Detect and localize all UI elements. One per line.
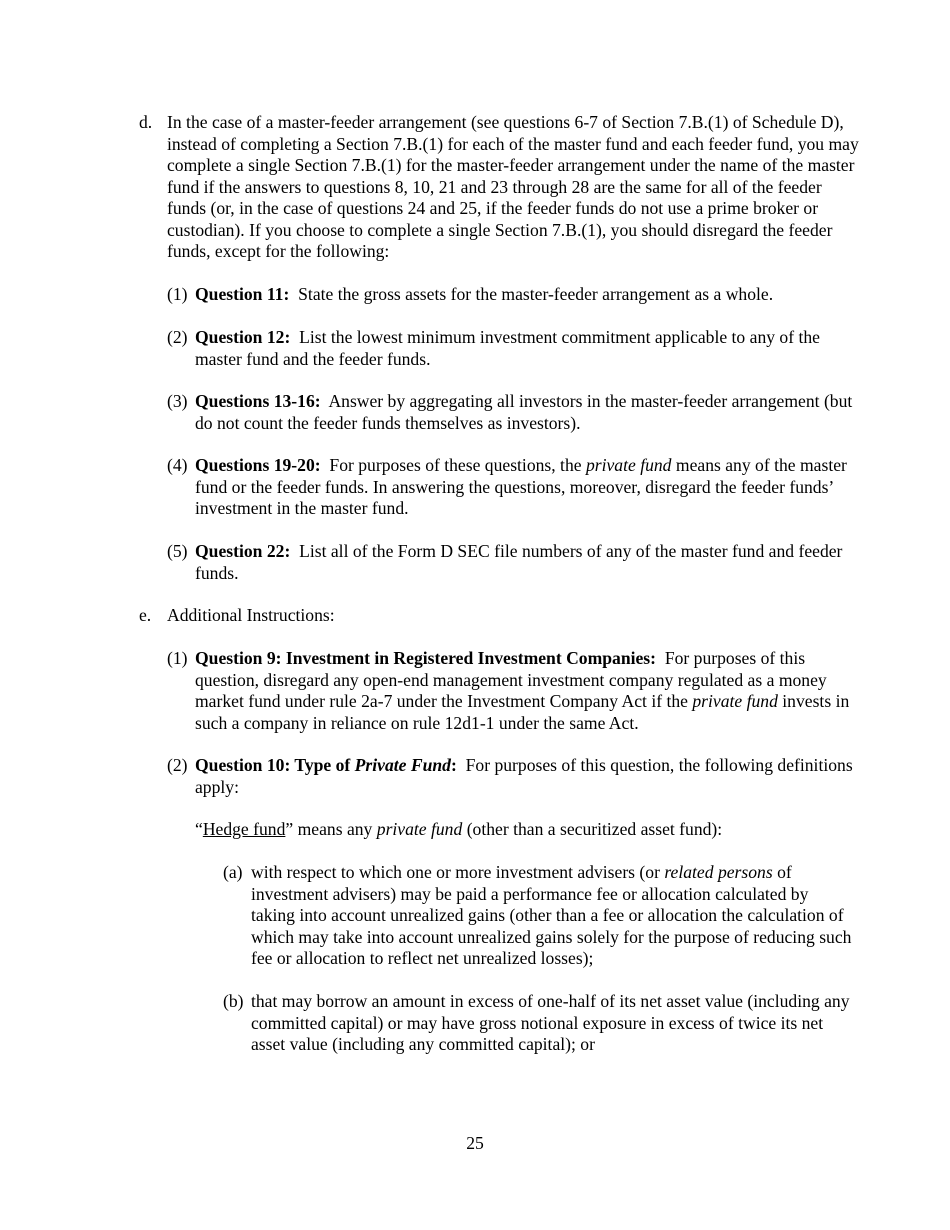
item-d-5-label: (5) — [167, 541, 188, 561]
item-e-1-heading: Question 9: Investment in Registered Investment Companies: — [195, 648, 657, 668]
item-sub-a — [223, 862, 853, 970]
item-d-1-label: (1) — [167, 284, 188, 304]
item-sub-b — [223, 991, 853, 1056]
item-d-5-heading: Question 22: — [195, 541, 291, 561]
item-d-4-body-b: means any of the master fund or the feeder funds. In answering the questions, moreover, disregard the feeder funds’ investment in the master fund. — [195, 455, 847, 518]
item-d-3-body: Answer by aggregating all investors in the master-feeder arrangement (but do not count the feeder funds themselves as investors). — [195, 391, 853, 433]
page-number: 25 — [466, 1133, 484, 1153]
item-d-1 — [167, 284, 857, 306]
item-d-5-body: List all of the Form D SEC file numbers of any of the master fund and feeder funds. — [195, 541, 843, 583]
item-sub-a-body-b: of investment advisers) may be paid a performance fee or allocation calculated by taking into account unrealized gains (other than a fee or allocation the calculation of which may take into account unrealized gains solely for the purpose of reducing such fee or allocation to reflect net unrealized losses); — [251, 862, 852, 968]
hedge-fund-definition — [195, 819, 855, 841]
item-d-5 — [167, 541, 857, 584]
item-sub-b-label: (b) — [223, 991, 244, 1011]
item-e-1-body-b: invests in such a company in reliance on rule 12d1-1 under the same Act. — [195, 691, 850, 733]
item-e-2-label: (2) — [167, 755, 188, 775]
item-e-2-body: For purposes of this question, the following definitions apply: — [195, 755, 853, 797]
item-e-2-heading-italic: Private Fund — [354, 755, 451, 775]
item-sub-a-text — [251, 862, 853, 970]
hedge-fund-open-quote: “ — [195, 819, 203, 839]
item-d-text: In the case of a master-feeder arrangement (see questions 6-7 of Section 7.B.(1) of Schedule D), instead of completing a Section 7.B.(1) for each of the master fund and each feeder fund, you may complete a single Section 7.B.(1) for the master-feeder arrangement under the name of the master fund if the answers to questions 8, 10, 21 and 23 through 28 are the same for all of the feeder funds (or, in the case of questions 24 and 25, if the feeder funds do not use a prime broker or custodian). If you choose to complete a single Section 7.B.(1), you should disregard the feeder funds, except for the following: — [167, 112, 859, 261]
item-e-1-label: (1) — [167, 648, 188, 668]
item-d-4-heading: Questions 19-20: — [195, 455, 321, 475]
item-d-2-text — [195, 327, 857, 370]
item-d-4-body-a: For purposes of these questions, the — [329, 455, 582, 475]
item-e-1-italic: private fund — [692, 691, 778, 711]
item-d-2-body: List the lowest minimum investment commitment applicable to any of the master fund and the feeder funds. — [195, 327, 820, 369]
item-e-text: Additional Instructions: — [167, 605, 335, 625]
item-e-2 — [167, 755, 857, 798]
item-e-1 — [167, 648, 857, 734]
item-d — [139, 112, 859, 263]
item-e — [139, 605, 859, 627]
item-d-5-text — [195, 541, 857, 584]
item-d-3-label: (3) — [167, 391, 188, 411]
item-d-label: d. — [139, 112, 153, 132]
item-d-1-text — [195, 284, 857, 306]
item-e-label: e. — [139, 605, 152, 625]
item-e-2-heading-colon: : — [450, 755, 457, 775]
item-d-3-heading: Questions 13-16: — [195, 391, 321, 411]
item-sub-a-italic: related persons — [664, 862, 773, 882]
hedge-fund-body-b: (other than a securitized asset fund): — [466, 819, 723, 839]
item-e-2-heading-a: Question 10: Type of — [195, 755, 351, 775]
item-d-2-label: (2) — [167, 327, 188, 347]
item-d-3-text — [195, 391, 857, 434]
item-d-3 — [167, 391, 857, 434]
item-d-4-italic: private fund — [585, 455, 672, 475]
item-e-2-text — [195, 755, 857, 798]
hedge-fund-body-a: ” means any — [285, 819, 373, 839]
hedge-fund-italic: private fund — [376, 819, 463, 839]
item-d-4 — [167, 455, 857, 520]
item-sub-a-body-a: with respect to which one or more investment advisers (or — [251, 862, 660, 882]
item-d-1-body: State the gross assets for the master-feeder arrangement as a whole. — [298, 284, 774, 304]
item-d-1-heading: Question 11: — [195, 284, 290, 304]
item-sub-b-text: that may borrow an amount in excess of one-half of its net asset value (including any committed capital) or may have gross notional exposure in excess of twice its net asset value (including any committed capital); or — [251, 991, 850, 1054]
item-e-1-body-a: For purposes of this question, disregard any open-end management investment company regulated as a money market fund under rule 2a-7 under the Investment Company Act if the — [195, 648, 827, 711]
item-d-4-text — [195, 455, 857, 520]
item-d-2-heading: Question 12: — [195, 327, 291, 347]
item-d-4-label: (4) — [167, 455, 188, 475]
hedge-fund-term: Hedge fund — [202, 819, 286, 839]
item-d-2 — [167, 327, 857, 370]
item-sub-a-label: (a) — [223, 862, 243, 882]
item-e-1-text — [195, 648, 857, 734]
